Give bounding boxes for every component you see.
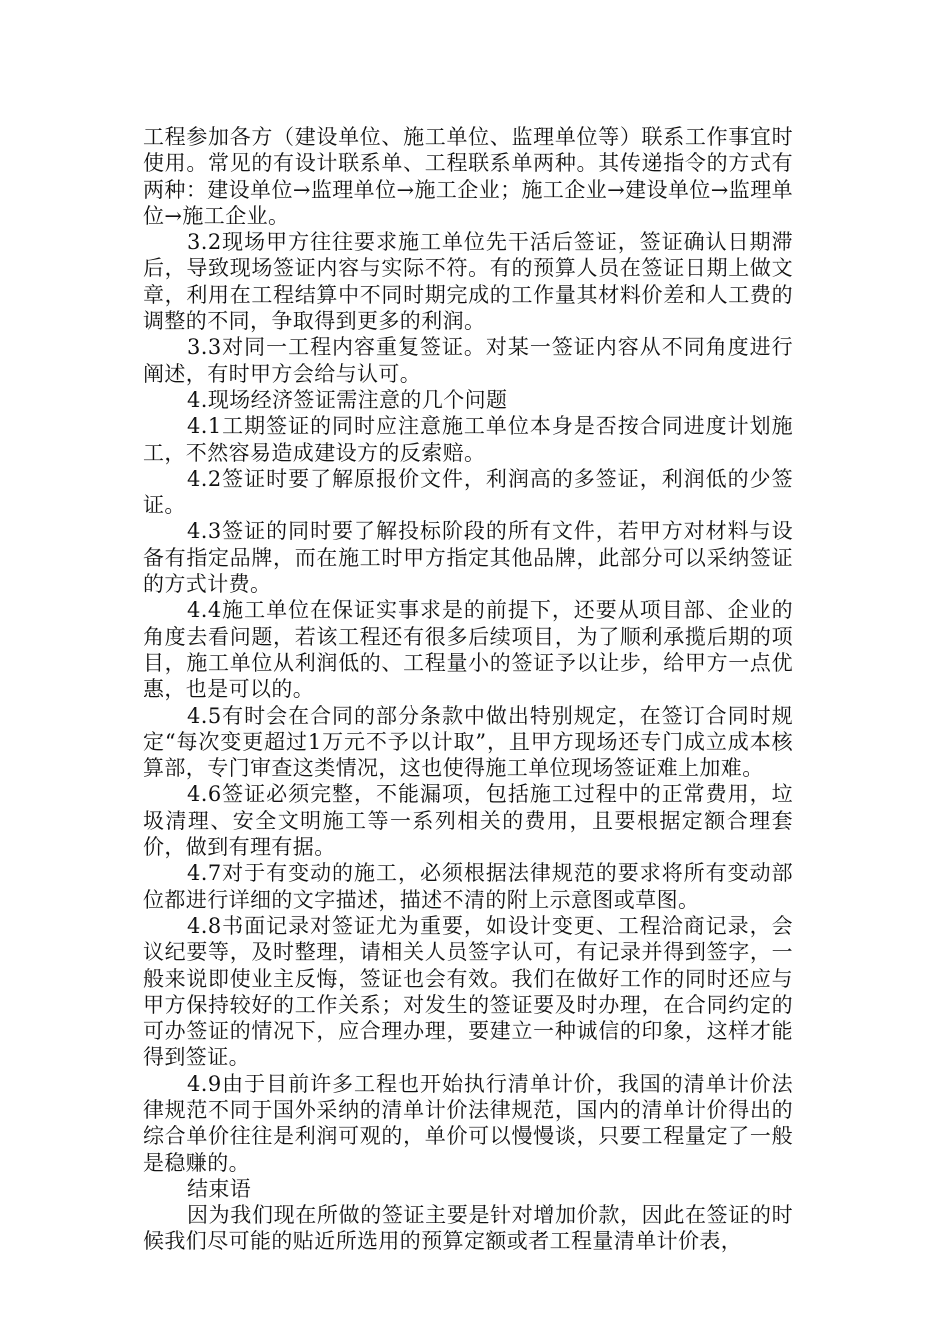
- paragraph-4-3: 4.3签证的同时要了解投标阶段的所有文件，若甲方对材料与设备有指定品牌，而在施工时甲方指定其他品牌，此部分可以采纳签证的方式计费。: [143, 519, 793, 597]
- conclusion-heading: 结束语: [187, 1176, 252, 1201]
- paragraph-4-1: 4.1工期签证的同时应注意施工单位本身是否按合同进度计划施工，不然容易造成建设方的反索赔。: [143, 414, 793, 465]
- paragraph-4-9: 4.9由于目前许多工程也开始执行清单计价，我国的清单计价法律规范不同于国外采纳的清单计价法律规范，国内的清单计价得出的综合单价往往是利润可观的，单价可以慢慢谈，只要工程量定了一般是稳赚的。: [143, 1071, 793, 1175]
- paragraph-4-7: 4.7对于有变动的施工，必须根据法律规范的要求将所有变动部位都进行详细的文字描述，描述不清的附上示意图或草图。: [143, 861, 793, 912]
- paragraph-4-5: 4.5有时会在合同的部分条款中做出特别规定，在签订合同时规定“每次变更超过1万元不予以计取”，且甲方现场还专门成立成本核算部，专门审查这类情况，这也使得施工单位现场签证难上加难。: [143, 703, 793, 781]
- paragraph-4-8: 4.8书面记录对签证尤为重要，如设计变更、工程洽商记录，会议纪要等，及时整理，请相关人员签字认可，有记录并得到签字，一般来说即使业主反悔，签证也会有效。我们在做好工作的同时还应与甲方保持较好的工作关系；对发生的签证要及时办理，在合同约定的可办签证的情况下，应合理办理，要建立一种诚信的印象，这样才能得到签证。: [143, 913, 793, 1070]
- paragraph-3-2: 3.2现场甲方往往要求施工单位先干活后签证，签证确认日期滞后，导致现场签证内容与实际不符。有的预算人员在签证日期上做文章，利用在工程结算中不同时期完成的工作量其材料价差和人工费的调整的不同，争取得到更多的利润。: [143, 230, 793, 334]
- paragraph-4-4: 4.4施工单位在保证实事求是的前提下，还要从项目部、企业的角度去看问题，若该工程还有很多后续项目，为了顺利承揽后期的项目，施工单位从利润低的、工程量小的签证予以让步，给甲方一点优惠，也是可以的。: [143, 598, 793, 702]
- paragraph-3-3: 3.3对同一工程内容重复签证。对某一签证内容从不同角度进行阐述，有时甲方会给与认可。: [143, 335, 793, 386]
- paragraph-contact-sheet: 工程参加各方（建设单位、施工单位、监理单位等）联系工作事宜时使用。常见的有设计联系单、工程联系单两种。其传递指令的方式有两种：建设单位→监理单位→施工企业；施工企业→建设单位→监理单位→施工企业。: [143, 125, 793, 228]
- paragraph-4-6: 4.6签证必须完整，不能漏项，包括施工过程中的正常费用，垃圾清理、安全文明施工等一系列相关的费用，且要根据定额合理套价，做到有理有据。: [143, 782, 793, 860]
- paragraph-conclusion: 因为我们现在所做的签证主要是针对增加价款，因此在签证的时候我们尽可能的贴近所选用的预算定额或者工程量清单计价表，: [143, 1203, 793, 1254]
- document-body: [143, 124, 793, 1255]
- section-heading-4: 4.现场经济签证需注意的几个问题: [187, 387, 508, 412]
- paragraph-4-2: 4.2签证时要了解原报价文件，利润高的多签证，利润低的少签证。: [143, 466, 793, 518]
